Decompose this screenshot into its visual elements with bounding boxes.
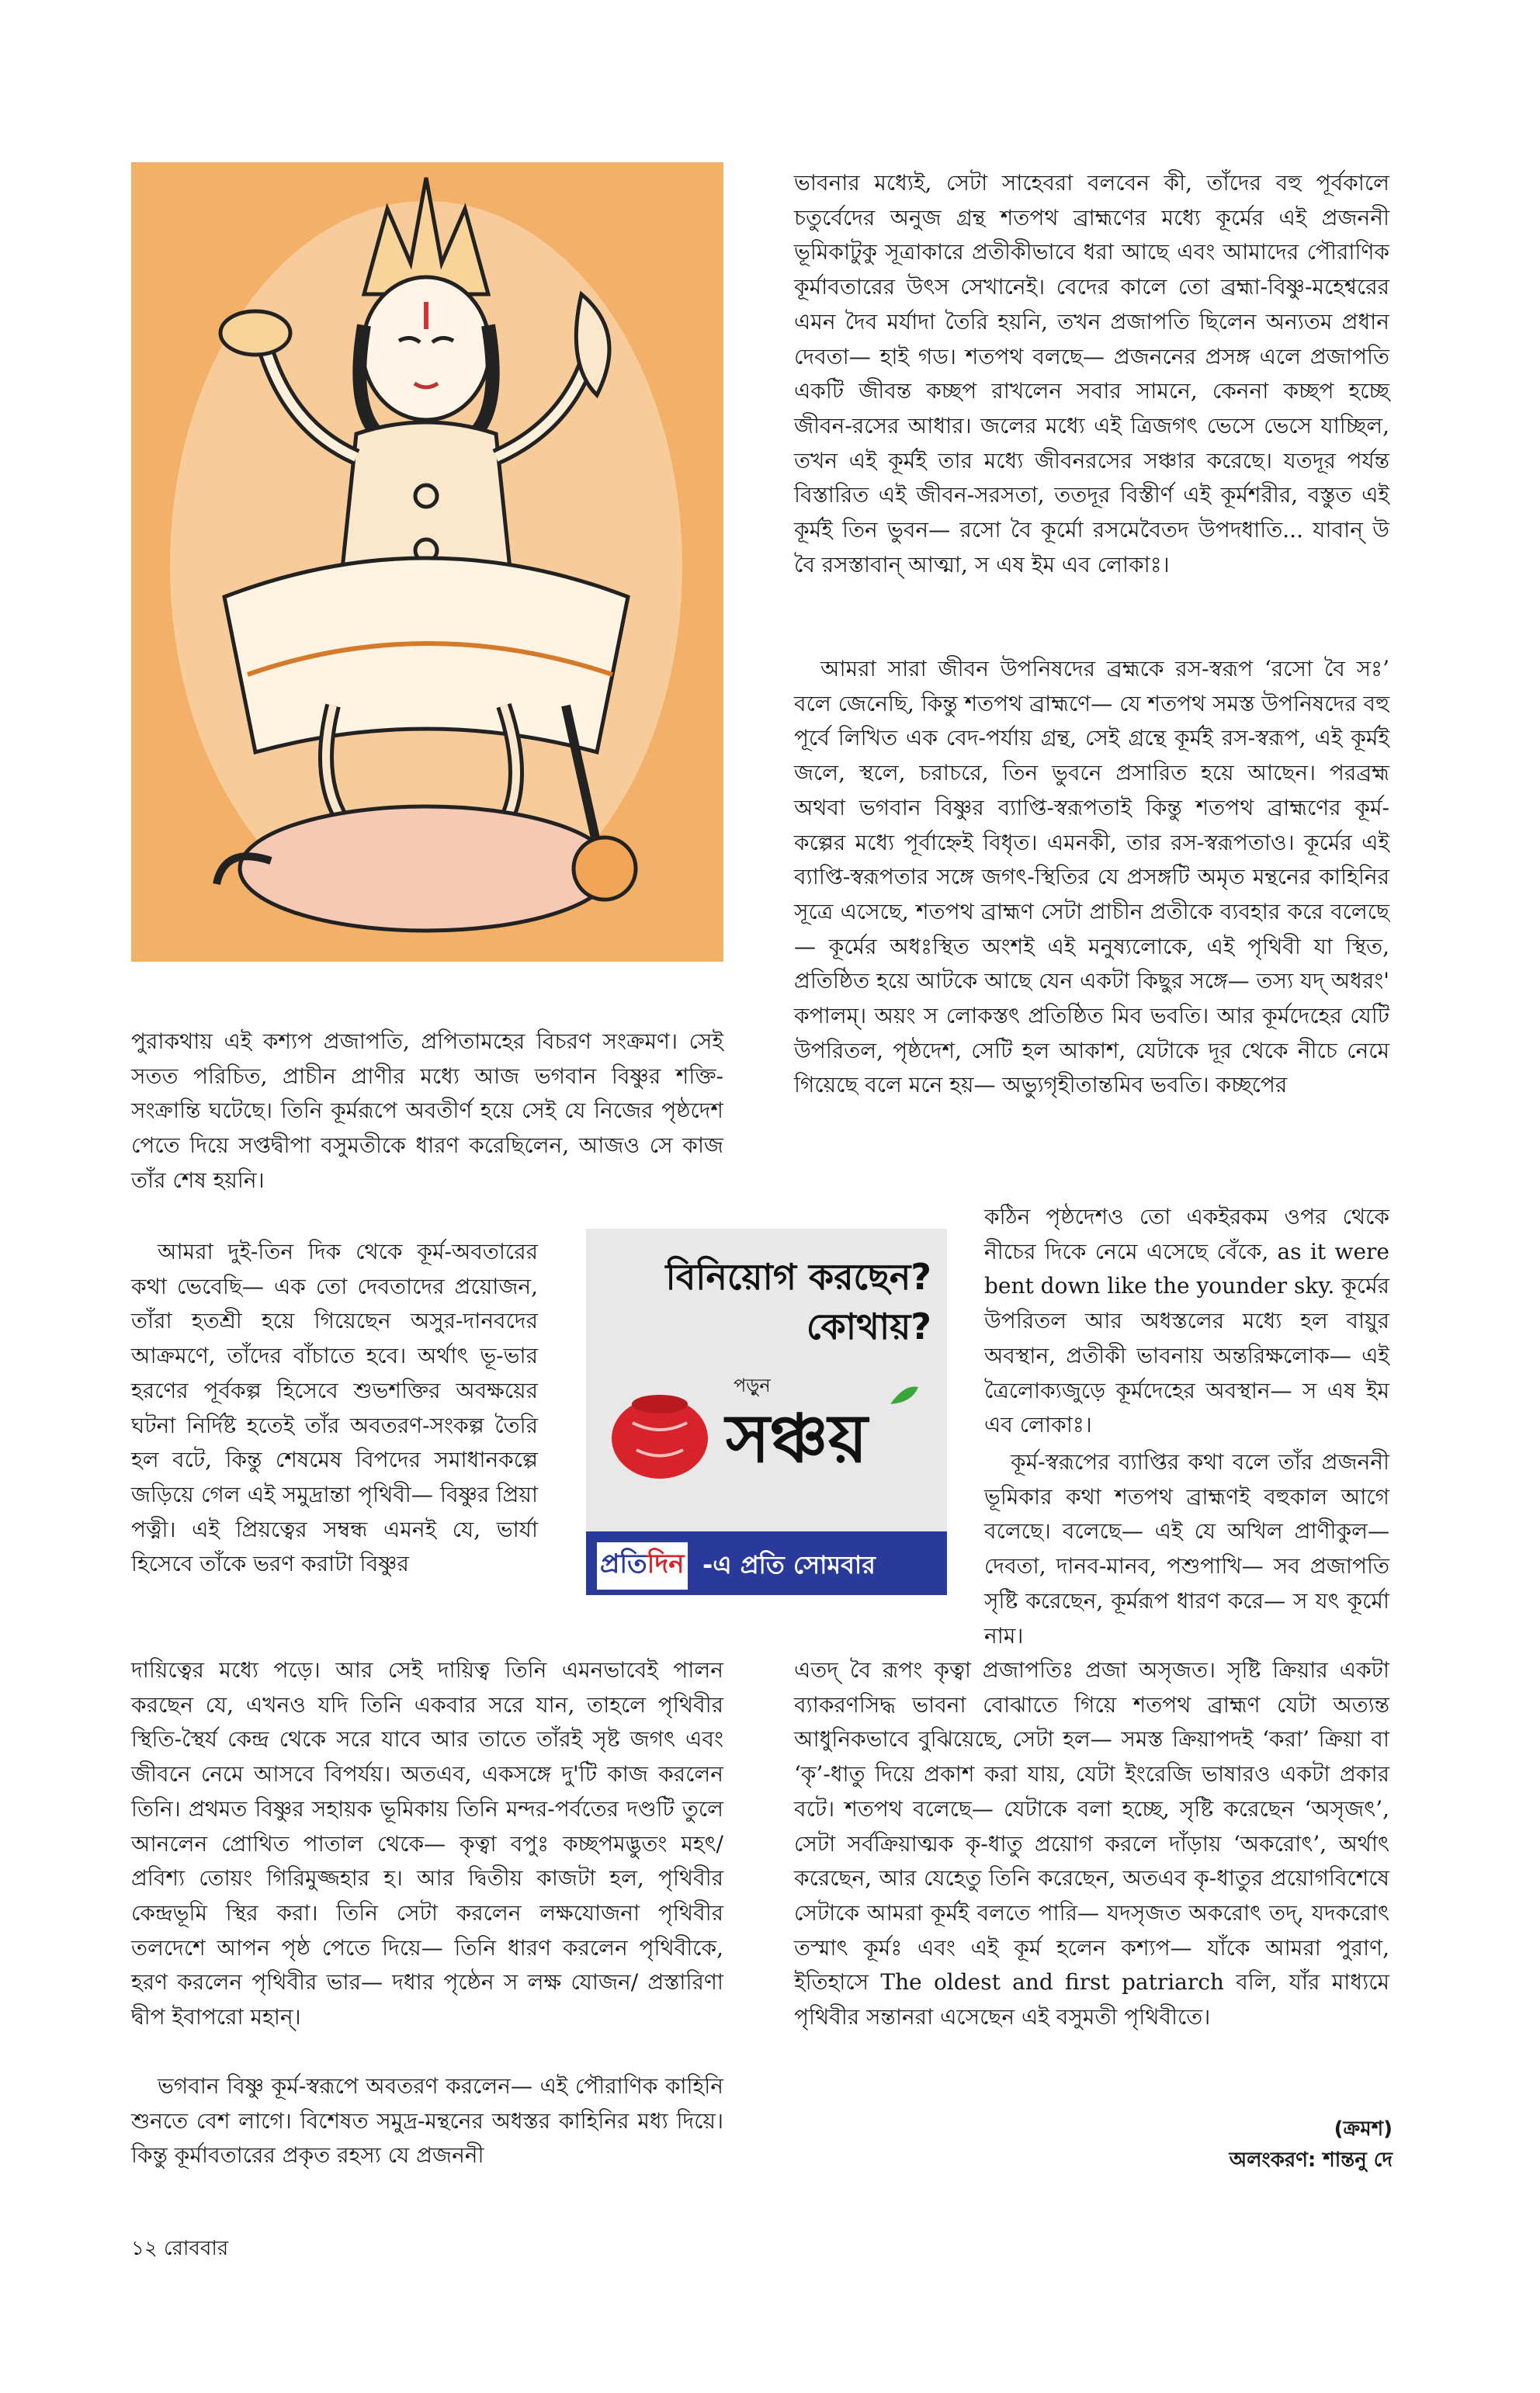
ad-banner-brand-b: দিন — [647, 1549, 685, 1580]
right-col-para-2: আমরা সারা জীবন উপনিষদের ব্রহ্মকে রস-স্বরূপ ‘রসো বৈ সঃ’ বলে জেনেছি, কিন্তু শতপথ ব্রাহ্মণে— যে শতপথ সমস্ত উপনিষদের বহু পূর্বে লিখিত এক বেদ-পর্যায় গ্রন্থ, সেই গ্রন্থে কূর্মই রস-স্বরূপ, এই কূর্মই জলে, স্থলে, চরাচরে, তিন ভুবনে প্রসারিত হয়ে আছেন। পরব্রহ্ম অথবা ভগবান বিষ্ণুর ব্যাপ্তি-স্বরূপতাই কিন্তু শতপথ ব্রাহ্মণের কূর্ম-কল্পের মধ্যে পূর্বাহ্নেই বিধৃত। এমনকী, তার রস-স্বরূপতাও। কূর্মের এই ব্যাপ্তি-স্বরূপতার সঙ্গে জগৎ-স্থিতির যে প্রসঙ্গটি অমৃত মন্থনের কাহিনির সূত্রে এসেছে, শতপথ ব্রাহ্মণ সেটা প্রাচীন প্রতীকে ব্যবহার করে বলেছে— কূর্মের অধঃস্থিত অংশই এই মনুষ্যলোকে, এই পৃথিবী যা স্থিত, প্রতিষ্ঠিত হয়ে আটকে আছে যেন একটা কিছুর সঙ্গে— তস্য যদ্ অধরং' কপালম্। অয়ং স লোকস্তৎ প্রতিষ্ঠিত মিব ভবতি। আর কূর্মদেহের যেটি উপরিতল, পৃষ্ঠদেশ, সেটি হল আকাশ, যেটাকে দূর থেকে নীচে নেমে গিয়েছে বলে মনে হয়— অভ্যুগৃহীতান্তমিব ভবতি। কচ্ছপের — [794, 656, 1389, 1098]
illustration-credit: অলংকরণ: শান্তনু দে — [1229, 2148, 1393, 2172]
right-col-bottom: এতদ্ বৈ রূপং কৃত্বা প্রজাপতিঃ প্রজা অসৃজত। সৃষ্টি ক্রিয়ার একটা ব্যাকরণসিদ্ধ ভাবনা বোঝাতে গিয়ে শতপথ ব্রাহ্মণ যেটা অত্যন্ত আধুনিকভাবে বুঝিয়েছে, সেটা হল— সমস্ত ক্রিয়াপদই ‘করা’ ক্রিয়া বা ‘কৃ’-ধাতু দিয়ে প্রকাশ করা যায়, যেটা ইংরেজি ভাষারও একটা প্রকার বটে। শতপথ বলেছে— যেটাকে বলা হচ্ছে, সৃষ্টি করেছেন ‘অসৃজৎ’, সেটা সর্বক্রিয়াত্মক কৃ-ধাতু প্রয়োগ করলে দাঁড়ায় ‘অকরোৎ’, অর্থাৎ করেছেন, আর যেহেতু তিনি করেছেন, অতএব কৃ-ধাতুর প্রয়োগবিশেষে সেটাকে আমরা কূর্মই বলতে পারি— যদসৃজত অকরোৎ তদ্, যদকরোৎ তস্মাৎ কূর্মঃ এবং এই কূর্ম হলেন কশ্যপ— যাঁকে আমরা পুরাণ, ইতিহাসে The oldest and first patriarch বলি, যাঁর মাধ্যমে পৃথিবীর সন্তানরা এসেছেন এই বসুমতী পৃথিবীতে। — [794, 1657, 1389, 2031]
vishnu-kurma-illustration-icon — [131, 162, 723, 962]
leaf-icon — [889, 1384, 920, 1407]
continued-label: (ক্রমশ) — [1334, 2117, 1393, 2141]
advertisement[interactable] — [586, 1229, 947, 1595]
ad-banner-text: -এ প্রতি সোমবার — [702, 1550, 876, 1580]
ad-headline-2: কোথায়? — [806, 1306, 931, 1347]
right-col-para-1: ভাবনার মধ্যেই, সেটা সাহেবরা বলবেন কী, তাঁদের বহু পূর্বকালে চতুর্বেদের অনুজ গ্রন্থ শতপথ ব্রাহ্মণের মধ্যে কূর্মের এই প্রজননী ভূমিকাটুকু সূত্রাকারে প্রতীকীভাবে ধরা আছে এবং আমাদের পৌরাণিক কূর্মাবতারের উৎস সেখানেই। বেদের কালে তো ব্রহ্মা-বিষ্ণু-মহেশ্বরের এমন দৈব মর্যাদা তৈরি হয়নি, তখন প্রজাপতি ছিলেন অন্যতম প্রধান দেবতা— হাই গড। শতপথ বলছে— প্রজননের প্রসঙ্গ এলে প্রজাপতি একটি জীবন্ত কচ্ছপ রাখলেন সবার সামনে, কেননা কচ্ছপ হচ্ছে জীবন-রসের আধার। জলের মধ্যে এই ত্রিজগৎ ভেসে ভেসে যাচ্ছিল, তখন এই কূর্মই তার মধ্যে জীবনরসের সঞ্চার করেছে। যতদূর পর্যন্ত বিস্তারিত এই জীবন-সরসতা, ততদূর বিস্তীর্ণ এই কূর্মশরীর, বস্তুত এই কূর্মই তিন ভুবন— রসো বৈ কূর্মো রসমেবৈতদ উপদধাতি... যাবান্ উ বৈ রসস্তাবান্ আত্মা, স এষ ইম এব লোকাঃ। — [794, 170, 1389, 577]
ad-read-label: পড়ুন — [734, 1375, 771, 1396]
ad-banner-brand-a: প্রতি — [600, 1549, 647, 1580]
left-col-wrap: আমরা দুই-তিন দিক থেকে কূর্ম-অবতারের কথা ভেবেছি— এক তো দেবতাদের প্রয়োজন, তাঁরা হতশ্রী হয়ে গিয়েছেন অসুর-দানবদের আক্রমণে, তাঁদের বাঁচাতে হবে। অর্থাৎ ভূ-ভার হরণের পূর্বকল্প হিসেবে শুভশক্তির অবক্ষয়ের ঘটনা নির্দিষ্ট হতেই তাঁর অবতরণ-সংকল্প তৈরি হল বটে, কিন্তু শেষমেষ বিপদের সমাধানকল্পে জড়িয়ে গেল এই সমুদ্রান্তা পৃথিবী— বিষ্ণুর প্রিয়া পত্নী। এই প্রিয়ত্বের সম্বন্ধ এমনই যে, ভার্যা হিসেবে তাঁকে ভরণ করাটা বিষ্ণুর — [131, 1239, 538, 1577]
left-col-bottom: দায়িত্বের মধ্যে পড়ে। আর সেই দায়িত্ব তিনি এমনভাবেই পালন করছেন যে, এখনও যদি তিনি একবার সরে যান, তাহলে পৃথিবীর স্থিতি-স্থৈর্য কেন্দ্র থেকে সরে যাবে আর তাতে তাঁরই সৃষ্ট জগৎ এবং জীবনে নেমে আসবে বিপর্যয়। অতএব, একসঙ্গে দু'টি কাজ করলেন তিনি। প্রথমত বিষ্ণুর সহায়ক ভূমিকায় তিনি মন্দর-পর্বতের দণ্ডটি তুলে আনলেন প্রোথিত পাতাল থেকে— কৃত্বা বপুঃ কচ্ছপমদ্ভুতং মহৎ/ প্রবিশ্য তোয়ং গিরিমুজ্জহার হ। আর দ্বিতীয় কাজটা হল, পৃথিবীর কেন্দ্রভূমি স্থির করা। তিনি সেটা করলেন লক্ষযোজনা পৃথিবীর তলদেশে আপন পৃষ্ঠ পেতে দিয়ে— তিনি ধারণ করলেন পৃথিবীকে, হরণ করলেন পৃথিবীর ভার— দধার পৃষ্ঠেন স লক্ষ যোজন/ প্রস্তারিণা দ্বীপ ইবাপরো মহান্। — [131, 1657, 723, 2031]
left-col-after-image: পুরাকথায় এই কশ্যপ প্রজাপতি, প্রপিতামহের বিচরণ সংক্রমণ। সেই সতত পরিচিত, প্রাচীন প্রাণীর মধ্যে আজ ভগবান বিষ্ণুর শক্তি-সংক্রান্তি ঘটেছে। তিনি কূর্মরূপে অবতীর্ণ হয়ে সেই যে নিজের পৃষ্ঠদেশ পেতে দিয়ে সপ্তদ্বীপা বসুমতীকে ধারণ করেছিলেন, আজও সে কাজ তাঁর শেষ হয়নি। — [131, 1028, 723, 1193]
illustration — [131, 162, 723, 962]
ad-banner — [586, 1531, 947, 1595]
savings-pot-icon — [602, 1376, 718, 1485]
right-col-wrap2: কূর্ম-স্বরূপের ব্যাপ্তির কথা বলে তাঁর প্রজননী ভূমিকার কথা শতপথ ব্রাহ্মণই বহুকাল আগে বলেছে। বলেছে— এই যে অখিল প্রাণীকুল— দেবতা, দানব-মানব, পশুপাখি— সব প্রজাপতি সৃষ্টি করেছেন, কূর্মরূপ ধারণ করে— স যৎ কূর্মো নাম। — [984, 1449, 1389, 1649]
ad-headline-1: বিনিয়োগ করছেন? — [665, 1256, 931, 1298]
ad-brand: সঞ্চয় — [726, 1400, 868, 1478]
left-col-last: ভগবান বিষ্ণু কূর্ম-স্বরূপে অবতরণ করলেন— এই পৌরাণিক কাহিনি শুনতে বেশ লাগে। বিশেষত সমুদ্র-মন্থনের অধস্তর কাহিনির মধ্য দিয়ে। কিন্তু কূর্মাবতারের প্রকৃত রহস্য যে প্রজননী — [131, 2073, 723, 2169]
right-col-wrap: কঠিন পৃষ্ঠদেশও তো একইরকম ওপর থেকে নীচের দিকে নেমে এসেছে বেঁকে, as it were bent down like the younder sky. কূর্মের উপরিতল আর অধস্তলের মধ্যে হল বায়ুর অবস্থান, প্রতীকী ভাবনায় অন্তরিক্ষলোক— এই ত্রৈলোক্যজুড়ে কূর্মদেহের অবস্থান— স এষ ইম এব লোকাঃ। — [984, 1204, 1390, 1438]
page-number: ১২ রোববার — [131, 2237, 229, 2260]
